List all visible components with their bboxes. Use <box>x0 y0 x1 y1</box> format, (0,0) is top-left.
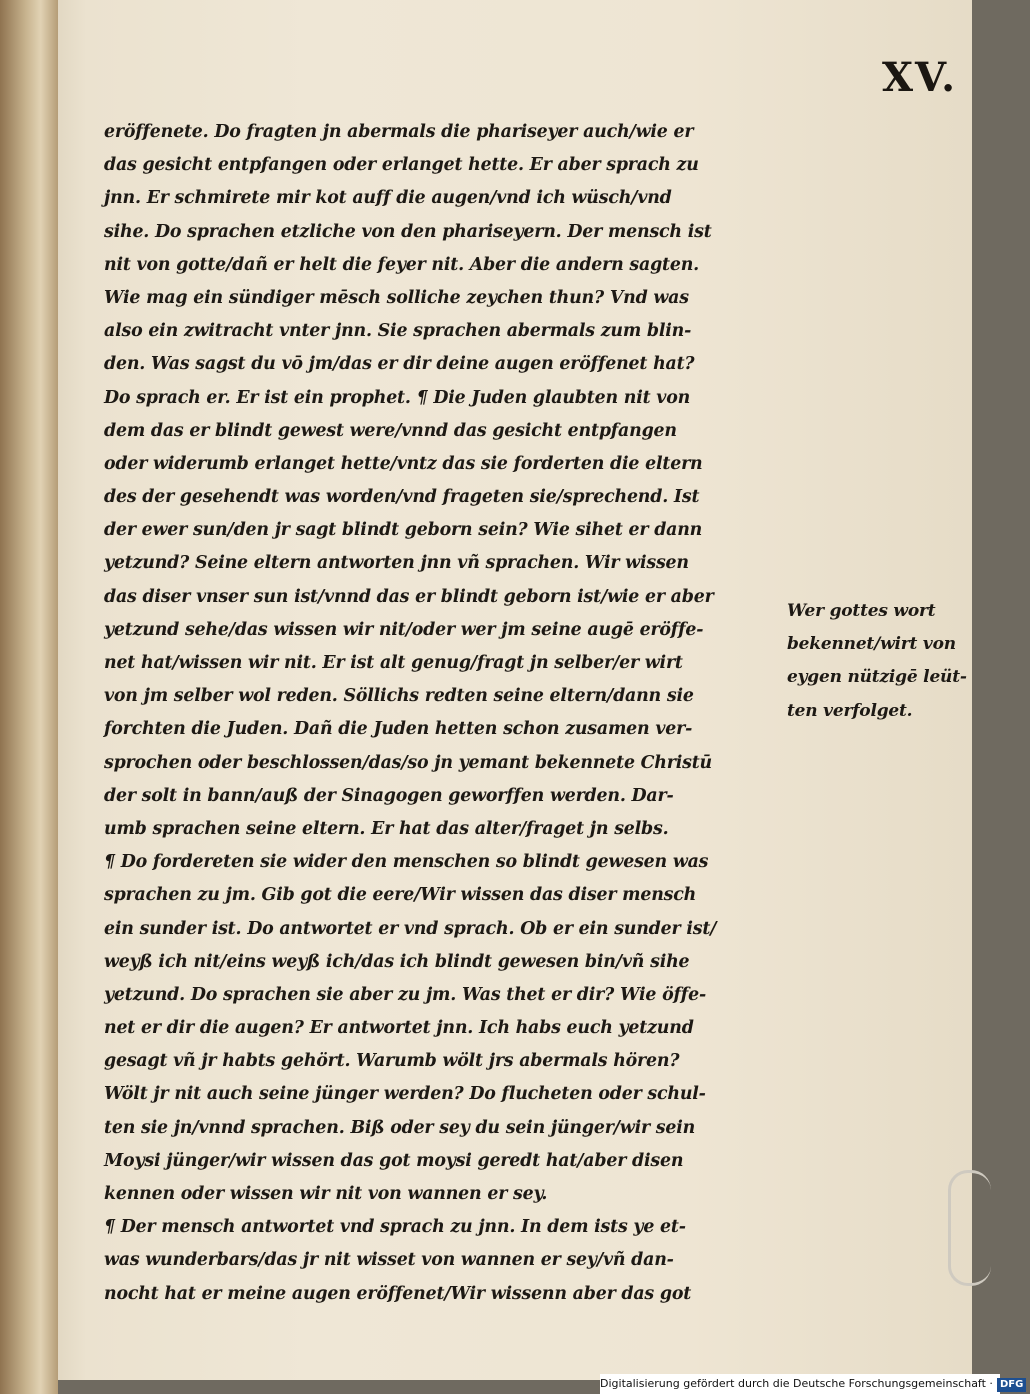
text-line: ¶ Do fordereten sie wider den menschen so blindt gewesen was <box>104 852 709 873</box>
text-line: jnn. Er schmirete mir kot auff die augen/vnd ich wüsch/vnd <box>104 188 672 209</box>
funding-footer: Digitalisierung gefördert durch die Deutsche Forschungsgemeinschaft · DFG <box>600 1374 1000 1394</box>
text-line: yetzund? Seine eltern antworten jnn vñ sprachen. Wir wissen <box>104 553 689 574</box>
text-line: Do sprach er. Er ist ein prophet. ¶ Die Juden glaubten nit von <box>104 387 691 408</box>
book-page <box>30 0 972 1380</box>
text-line: das gesicht entpfangen oder erlanget hette. Er aber sprach zu <box>104 155 699 176</box>
marginal-note-line: Wer gottes wort <box>787 601 936 621</box>
text-line: oder widerumb erlanget hette/vntz das sie forderten die eltern <box>104 453 703 474</box>
text-line: eröffenete. Do fragten jn abermals die phariseyer auch/wie er <box>104 122 694 142</box>
text-line: net hat/wissen wir nit. Er ist alt genug/fragt jn selber/er wirt <box>104 653 683 673</box>
text-line: von jm selber wol reden. Söllichs redten seine eltern/dann sie <box>104 686 694 707</box>
page-clip <box>948 1170 991 1286</box>
text-line: ein sunder ist. Do antwortet er vnd sprach. Ob er ein sunder ist/ <box>104 918 717 939</box>
text-line: umb sprachen seine eltern. Er hat das alter/fraget jn selbs. <box>104 818 669 839</box>
text-line: net er dir die augen? Er antwortet jnn. Ich habs euch yetzund <box>104 1018 694 1039</box>
text-line: yetzund sehe/das wissen wir nit/oder wer jm seine augē eröffe- <box>104 619 704 640</box>
text-line: sprachen zu jm. Gib got die eere/Wir wissen das diser mensch <box>104 885 697 906</box>
text-line: das diser vnser sun ist/vnnd das er blindt geborn ist/wie er aber <box>104 586 714 607</box>
text-line: der solt in bann/auß der Sinagogen geworffen werden. Dar- <box>104 785 674 806</box>
main-text-block <box>104 116 780 1311</box>
marginal-note-line: ten verfolget. <box>787 700 913 721</box>
text-line: der ewer sun/den jr sagt blindt geborn sein? Wie sihet er dann <box>104 520 703 541</box>
text-line: Wie mag ein sündiger mēsch solliche zeychen thun? Vnd was <box>104 287 689 308</box>
marginal-note-line: bekennet/wirt von <box>787 634 956 655</box>
text-line: yetzund. Do sprachen sie aber zu jm. Was thet er dir? Wie öffe- <box>104 984 706 1005</box>
text-line: nit von gotte/dañ er helt die feyer nit. Aber die andern sagten. <box>104 254 700 275</box>
text-line: weyß ich nit/eins weyß ich/das ich blindt gewesen bin/vñ sihe <box>104 951 690 972</box>
text-line: also ein zwitracht vnter jnn. Sie sprachen abermals zum blin- <box>104 321 692 342</box>
dfg-logo-icon: DFG <box>997 1378 1026 1392</box>
text-line: ten sie jn/vnnd sprachen. Biß oder sey du sein jünger/wir sein <box>104 1117 696 1138</box>
text-line: Wölt jr nit auch seine jünger werden? Do flucheten oder schul- <box>104 1084 706 1105</box>
text-line: gesagt vñ jr habts gehört. Warumb wölt jrs abermals hören? <box>104 1051 680 1072</box>
text-line: was wunderbars/das jr nit wisset von wannen er sey/vñ dan- <box>104 1250 674 1271</box>
text-line: des der gesehendt was worden/vnd frageten sie/sprechend. Ist <box>104 487 700 508</box>
text-line: forchten die Juden. Dañ die Juden hetten schon zusamen ver- <box>104 719 693 740</box>
text-line: sihe. Do sprachen etzliche von den phariseyern. Der mensch ist <box>104 221 712 242</box>
text-line: sprochen oder beschlossen/das/so jn yemant bekennete Christū <box>104 752 712 773</box>
marginal-note-line: eygen nützigē leüt- <box>787 667 967 688</box>
marginal-note <box>787 595 987 728</box>
text-line: dem das er blindt gewest were/vnnd das gesicht entpfangen <box>104 420 677 441</box>
text-line: nocht hat er meine augen eröffenet/Wir wissenn aber das got <box>104 1283 692 1304</box>
text-line: kennen oder wissen wir nit von wannen er sey. <box>104 1184 548 1204</box>
text-line: den. Was sagst du vō jm/das er dir deine augen eröffenet hat? <box>104 354 695 375</box>
text-line: Moysi jünger/wir wissen das got moysi geredt hat/aber disen <box>104 1150 684 1171</box>
facing-page-edge <box>0 0 58 1394</box>
folio-number: XV. <box>882 54 958 101</box>
footer-text: Digitalisierung gefördert durch die Deutsche Forschungsgemeinschaft <box>600 1377 986 1390</box>
text-line: ¶ Der mensch antwortet vnd sprach zu jnn. In dem ists ye et- <box>104 1217 686 1238</box>
